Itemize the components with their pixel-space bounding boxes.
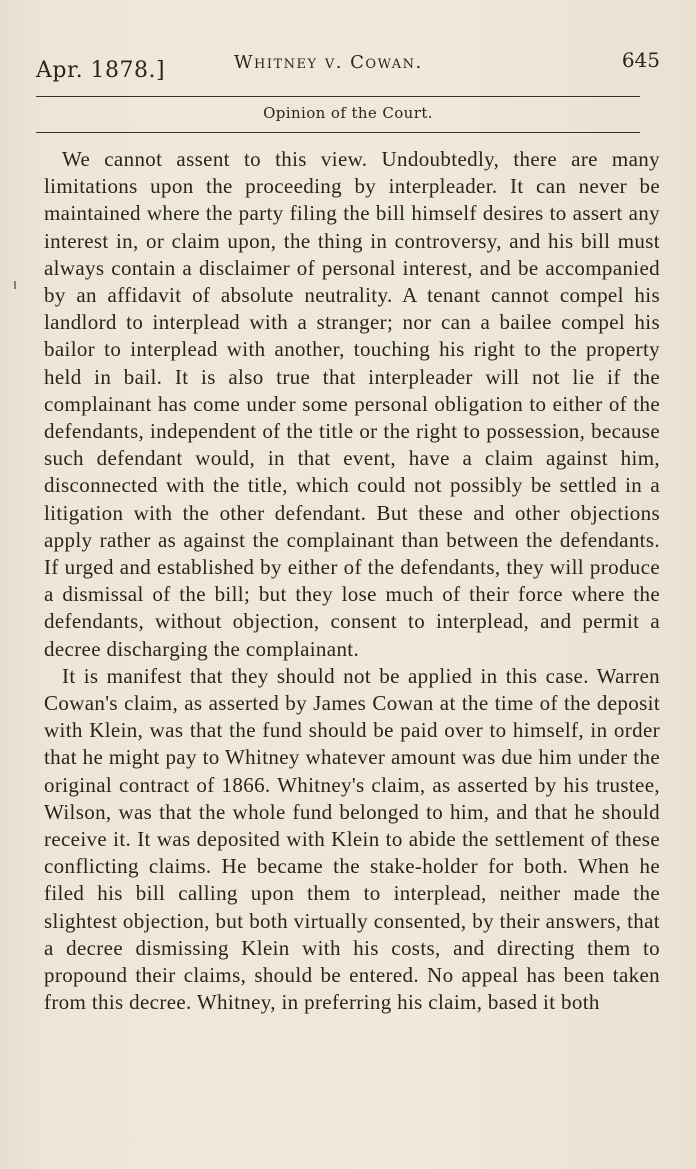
section-subhead: Opinion of the Court. <box>263 104 433 122</box>
page-number: 645 <box>621 48 660 72</box>
header-rule-top <box>36 96 640 97</box>
running-header <box>36 48 660 88</box>
paragraph: It is manifest that they should not be applied in this case. Warren Cowan's claim, as asserted by James Cowan at the time of the deposit with Klein, was that the fund should be paid over to himself, in order that he might pay to Whitney whatever amount was due him under the original contract of 1866. Whitney's claim, as asserted by his trustee, Wilson, was that the whole fund belonged to him, and that he should receive it. It was deposited with Klein to abide the settlement of these conflicting claims. He became the stake-holder for both. When he filed his bill calling upon them to interplead, neither made the slightest objection, but both virtually consented, by their answers, that a decree dismissing Klein with his costs, and directing them to propound their claims, should be entered. No appeal has been taken from this decree. Whitney, in preferring his claim, based it both <box>44 663 660 1015</box>
header-case-title: Whitney v. Cowan. <box>234 52 423 73</box>
paragraph: We cannot assent to this view. Undoubtedly, there are many limitations upon the proceeding by interpleader. It can never be maintained where the party filing the bill himself desires to assert any interest in, or claim upon, the thing in controversy, and his bill must always contain a disclaimer of personal interest, and be accompanied by an affidavit of absolute neutrality. A tenant cannot compel his landlord to interplead with a stranger; nor can a bailee compel his bailor to interplead with another, touching his right to the property held in bail. It is also true that interpleader will not lie if the complainant has come under some personal obligation to either of the defendants, independent of the title or the right to possession, because such defendant would, in that event, have a claim against him, disconnected with the title, which could not possibly be settled in a litigation with the other defendant. But these and other objections apply rather as against the complainant than between the defendants. If urged and established by either of the defendants, they will produce a dismissal of the bill; but they lose much of their force where the defendants, without objection, consent to interplead, and permit a decree discharging the complainant. <box>44 147 660 661</box>
header-date: Apr. 1878.] <box>36 58 166 83</box>
header-rule-bottom <box>36 132 640 133</box>
margin-mark <box>14 281 16 289</box>
opinion-text <box>44 146 660 1017</box>
